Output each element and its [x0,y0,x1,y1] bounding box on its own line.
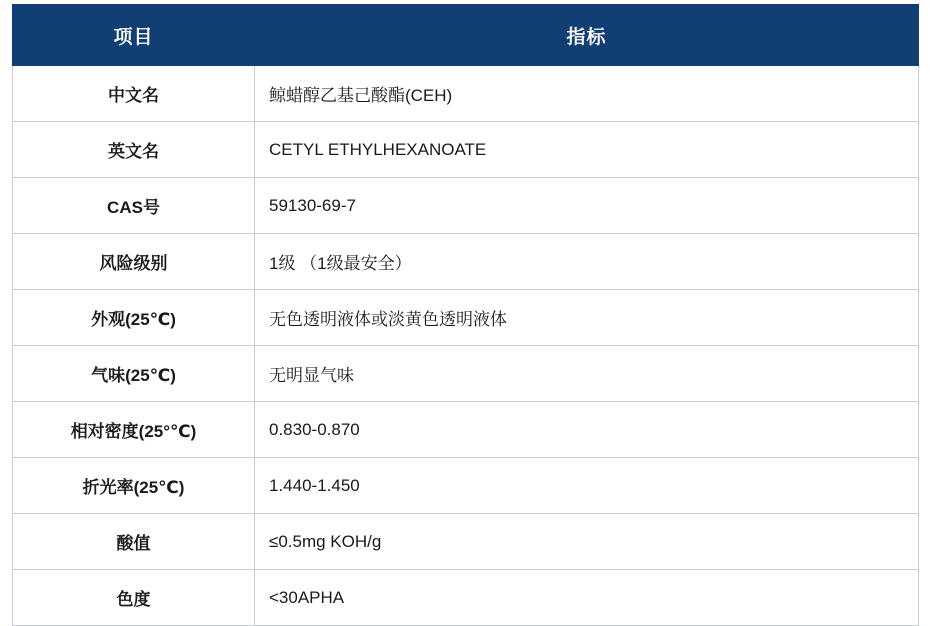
row-value: 无色透明液体或淡黄色透明液体 [255,290,919,346]
row-label: CAS号 [13,178,255,234]
row-label: 色度 [13,570,255,626]
table-row [13,402,919,458]
row-label: 风险级别 [13,234,255,290]
table-row [13,178,919,234]
table-row [13,122,919,178]
row-label: 酸值 [13,514,255,570]
row-value: 1级 （1级最安全） [255,234,919,290]
row-value: ≤0.5mg KOH/g [255,514,919,570]
table-header [13,5,919,66]
row-value: <30APHA [255,570,919,626]
table-row [13,346,919,402]
row-value: 59130-69-7 [255,178,919,234]
row-label: 折光率(25℃) [13,458,255,514]
column-header-spec: 指标 [255,5,919,66]
row-value: 鲸蜡醇乙基己酸酯(CEH) [255,66,919,122]
row-label: 中文名 [13,66,255,122]
table-row [13,458,919,514]
table-row [13,234,919,290]
table-header-row [13,5,919,66]
table-row [13,290,919,346]
row-value: 无明显气味 [255,346,919,402]
row-label: 相对密度(25°℃) [13,402,255,458]
column-header-item: 项目 [13,5,255,66]
table-row [13,514,919,570]
row-value: CETYL ETHYLHEXANOATE [255,122,919,178]
row-label: 英文名 [13,122,255,178]
table-row [13,66,919,122]
row-label: 气味(25℃) [13,346,255,402]
specification-table [12,4,919,626]
row-value: 1.440-1.450 [255,458,919,514]
table-row [13,570,919,626]
table-body [13,66,919,626]
row-label: 外观(25℃) [13,290,255,346]
row-value: 0.830-0.870 [255,402,919,458]
